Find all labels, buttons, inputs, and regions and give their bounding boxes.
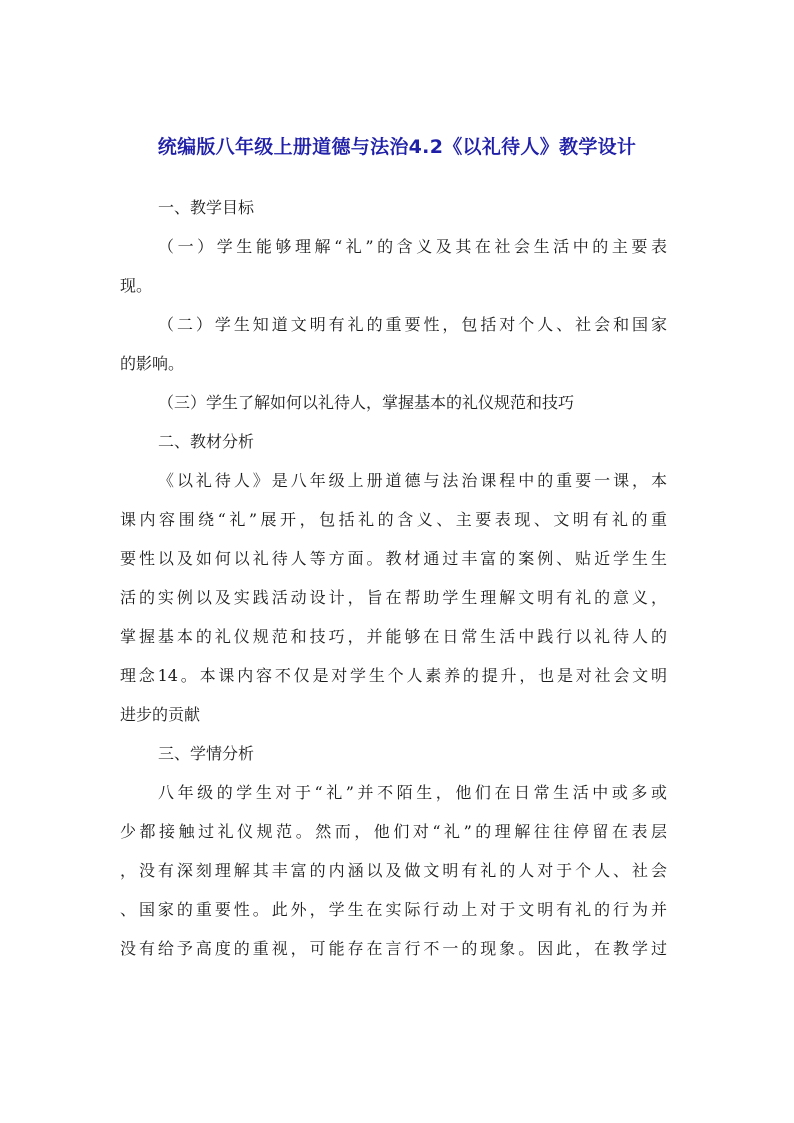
- paragraph-line: （一）学生能够理解“礼”的含义及其在社会生活中的主要表: [158, 237, 667, 256]
- section-heading-students: 三、学情分析: [158, 744, 255, 763]
- paragraph-line: （三）学生了解如何以礼待人，掌握基本的礼仪规范和技巧: [158, 393, 575, 412]
- paragraph-line: ，没有深刻理解其丰富的内涵以及做文明有礼的人对于个人、社会: [120, 861, 667, 880]
- document-title: 统编版八年级上册道德与法治4.2《以礼待人》教学设计: [157, 136, 637, 158]
- paragraph-line: 理念14。本课内容不仅是对学生个人素养的提升，也是对社会文明: [120, 666, 667, 685]
- paragraph-line: （二）学生知道文明有礼的重要性，包括对个人、社会和国家: [158, 315, 667, 334]
- section-heading-objectives: 一、教学目标: [158, 198, 255, 217]
- paragraph-line: 掌握基本的礼仪规范和技巧，并能够在日常生活中践行以礼待人的: [120, 627, 667, 646]
- paragraph-line: 活的实例以及实践活动设计，旨在帮助学生理解文明有礼的意义，: [120, 588, 667, 607]
- paragraph-line: 少都接触过礼仪规范。然而，他们对“礼”的理解往往停留在表层: [120, 822, 667, 841]
- section-heading-textbook: 二、教材分析: [158, 432, 255, 451]
- paragraph-line: 的影响。: [120, 354, 185, 373]
- paragraph-line: 没有给予高度的重视，可能存在言行不一的现象。因此，在教学过: [120, 939, 667, 958]
- paragraph-line: 《以礼待人》是八年级上册道德与法治课程中的重要一课，本: [158, 471, 667, 490]
- paragraph-line: 、国家的重要性。此外，学生在实际行动上对于文明有礼的行为并: [120, 900, 667, 919]
- paragraph-line: 八年级的学生对于“礼”并不陌生，他们在日常生活中或多或: [158, 783, 667, 802]
- paragraph-line: 课内容围绕“礼”展开，包括礼的含义、主要表现、文明有礼的重: [120, 510, 667, 529]
- document-body: [120, 188, 667, 968]
- paragraph-line: 要性以及如何以礼待人等方面。教材通过丰富的案例、贴近学生生: [120, 549, 667, 568]
- paragraph-line: 现。: [120, 276, 153, 295]
- paragraph-line: 进步的贡献: [120, 705, 201, 724]
